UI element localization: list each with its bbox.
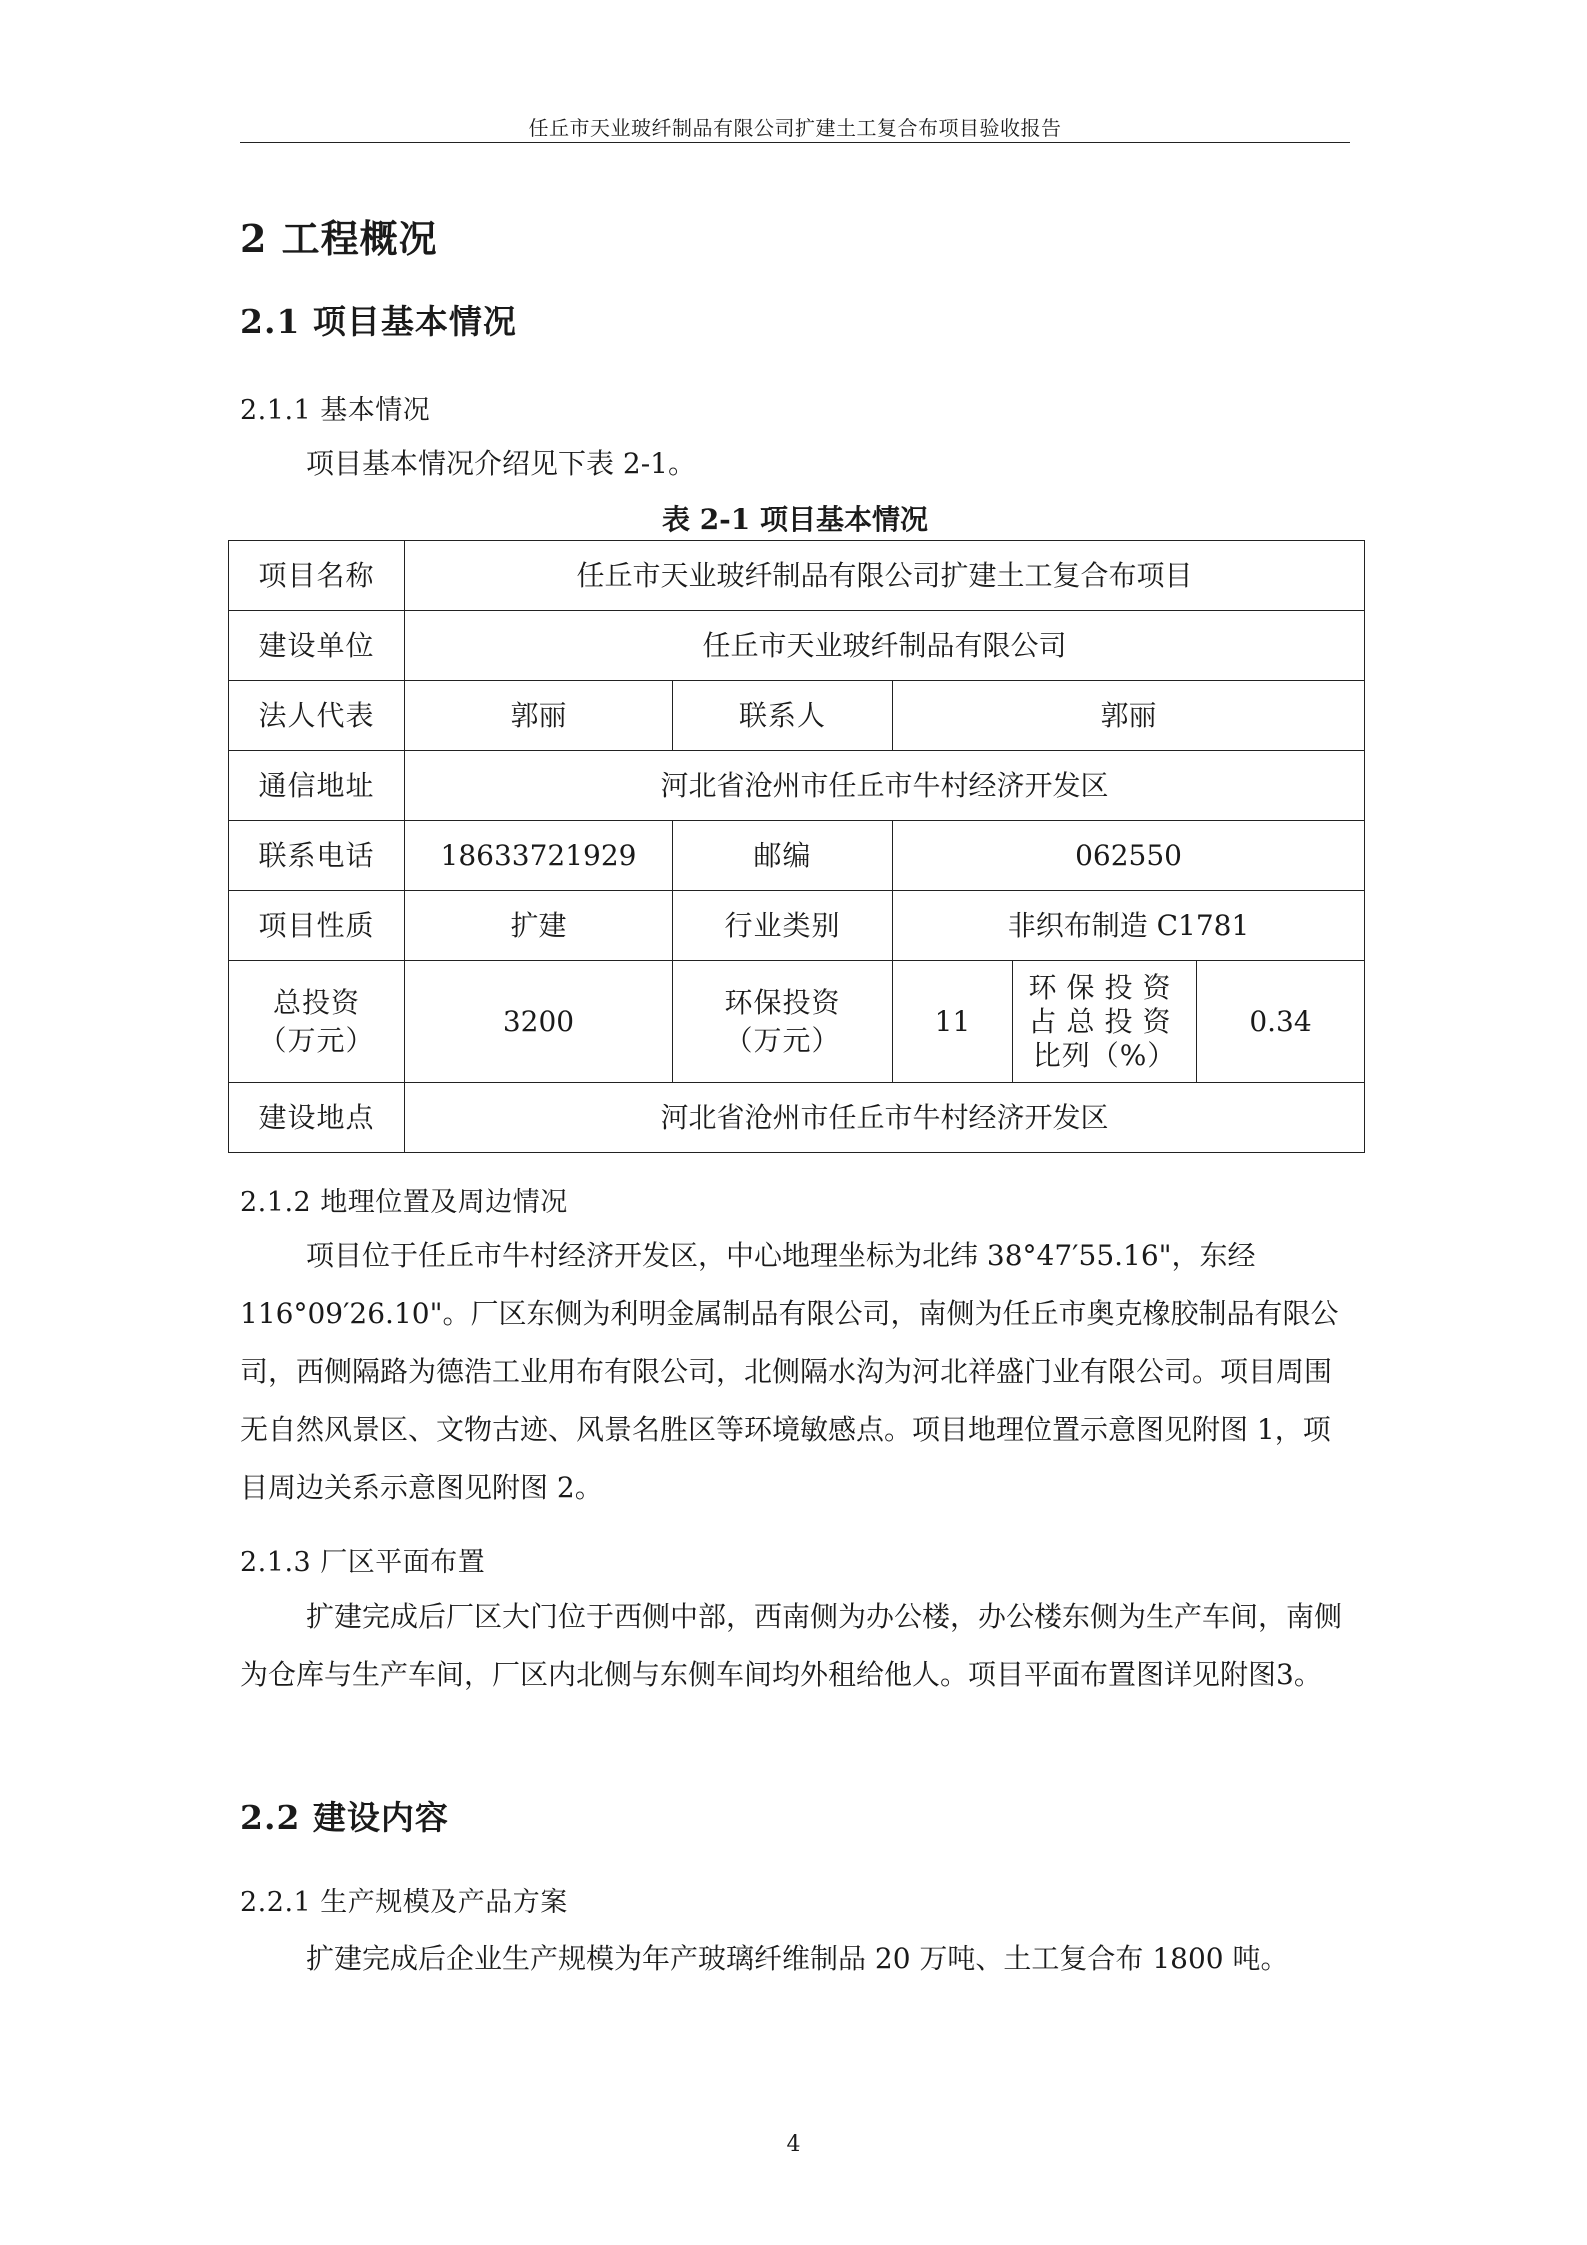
table-cell-value: 18633721929 — [405, 821, 673, 891]
section-2-1-2-body: 项目位于任丘市牛村经济开发区，中心地理坐标为北纬 38°47′55.16"，东经 116°09′26.10"。厂区东侧为利明金属制品有限公司，南侧为任丘市奥克橡胶制品有限公司，西侧隔路为德浩工业用布有限公司，北侧隔水沟为河北祥盛门业有限公司。项目周围无自然风景区、文物古迹、风景名胜区等环境敏感点。项目地理位置示意图见附图 1，项目周边关系示意图见附图 2。 — [240, 1239, 1339, 1504]
header-rule — [240, 142, 1350, 143]
table-cell-label: 联系电话 — [229, 821, 405, 891]
table-cell-value: 任丘市天业玻纤制品有限公司扩建土工复合布项目 — [405, 541, 1365, 611]
table-cell-value: 0.34 — [1197, 961, 1365, 1083]
env-invest-label-unit: （万元） — [724, 1023, 841, 1057]
page-number: 4 — [786, 2132, 801, 2157]
running-header: 任丘市天业玻纤制品有限公司扩建土工复合布项目验收报告 — [528, 116, 1062, 140]
section-2-2-title: 2.2 建设内容 — [240, 1798, 449, 1837]
section-2-1-title: 2.1 项目基本情况 — [240, 302, 517, 341]
table-row — [229, 891, 1365, 961]
section-2-1-1-intro: 项目基本情况介绍见下表 2-1。 — [306, 447, 696, 480]
table-cell-value: 河北省沧州市任丘市牛村经济开发区 — [405, 751, 1365, 821]
table-cell-value: 河北省沧州市任丘市牛村经济开发区 — [405, 1083, 1365, 1153]
table-row — [229, 961, 1365, 1083]
table-cell-label: 项目名称 — [229, 541, 405, 611]
ratio-label-line-3: 比列（%） — [1032, 1038, 1177, 1072]
chapter-title: 2 工程概况 — [240, 216, 438, 261]
project-info-table — [228, 540, 1365, 1153]
table-cell-label — [229, 961, 405, 1083]
ratio-label-line-1: 环保投资 — [1028, 970, 1181, 1004]
table-row — [229, 751, 1365, 821]
section-2-2-1-body: 扩建完成后企业生产规模为年产玻璃纤维制品 20 万吨、土工复合布 1800 吨。 — [306, 1942, 1289, 1975]
section-2-2-1-title: 2.2.1 生产规模及产品方案 — [240, 1887, 568, 1918]
table-cell-value: 郭丽 — [893, 681, 1365, 751]
table-row — [229, 611, 1365, 681]
table-cell-label: 建设单位 — [229, 611, 405, 681]
table-cell-label: 联系人 — [673, 681, 893, 751]
section-2-1-2-title: 2.1.2 地理位置及周边情况 — [240, 1187, 568, 1218]
table-row — [229, 1083, 1365, 1153]
table-caption: 表 2-1 项目基本情况 — [661, 503, 929, 536]
table-cell-label: 通信地址 — [229, 751, 405, 821]
table-row — [229, 681, 1365, 751]
env-invest-label-line: 环保投资 — [724, 985, 841, 1019]
table-cell-value: 11 — [893, 961, 1013, 1083]
table-cell-label — [673, 961, 893, 1083]
table-cell-value: 郭丽 — [405, 681, 673, 751]
table-cell-value: 3200 — [405, 961, 673, 1083]
table-cell-label: 项目性质 — [229, 891, 405, 961]
section-2-1-3-title: 2.1.3 厂区平面布置 — [240, 1547, 486, 1578]
table-cell-value: 062550 — [893, 821, 1365, 891]
table-cell-label: 行业类别 — [673, 891, 893, 961]
table-row — [229, 541, 1365, 611]
table-cell-value: 非织布制造 C1781 — [893, 891, 1365, 961]
table-cell-label — [1013, 961, 1197, 1083]
table-cell-label: 邮编 — [673, 821, 893, 891]
table-cell-value: 任丘市天业玻纤制品有限公司 — [405, 611, 1365, 681]
total-invest-label-unit: （万元） — [258, 1023, 375, 1057]
section-2-1-3-body: 扩建完成后厂区大门位于西侧中部，西南侧为办公楼，办公楼东侧为生产车间，南侧为仓库与生产车间，厂区内北侧与东侧车间均外租给他人。项目平面布置图详见附图3。 — [240, 1600, 1343, 1691]
table-row — [229, 821, 1365, 891]
total-invest-label-line: 总投资 — [272, 985, 360, 1019]
table-cell-label: 法人代表 — [229, 681, 405, 751]
ratio-label-line-2: 占总投资 — [1028, 1004, 1181, 1038]
table-cell-value: 扩建 — [405, 891, 673, 961]
section-2-1-1-title: 2.1.1 基本情况 — [240, 395, 431, 426]
table-cell-label: 建设地点 — [229, 1083, 405, 1153]
